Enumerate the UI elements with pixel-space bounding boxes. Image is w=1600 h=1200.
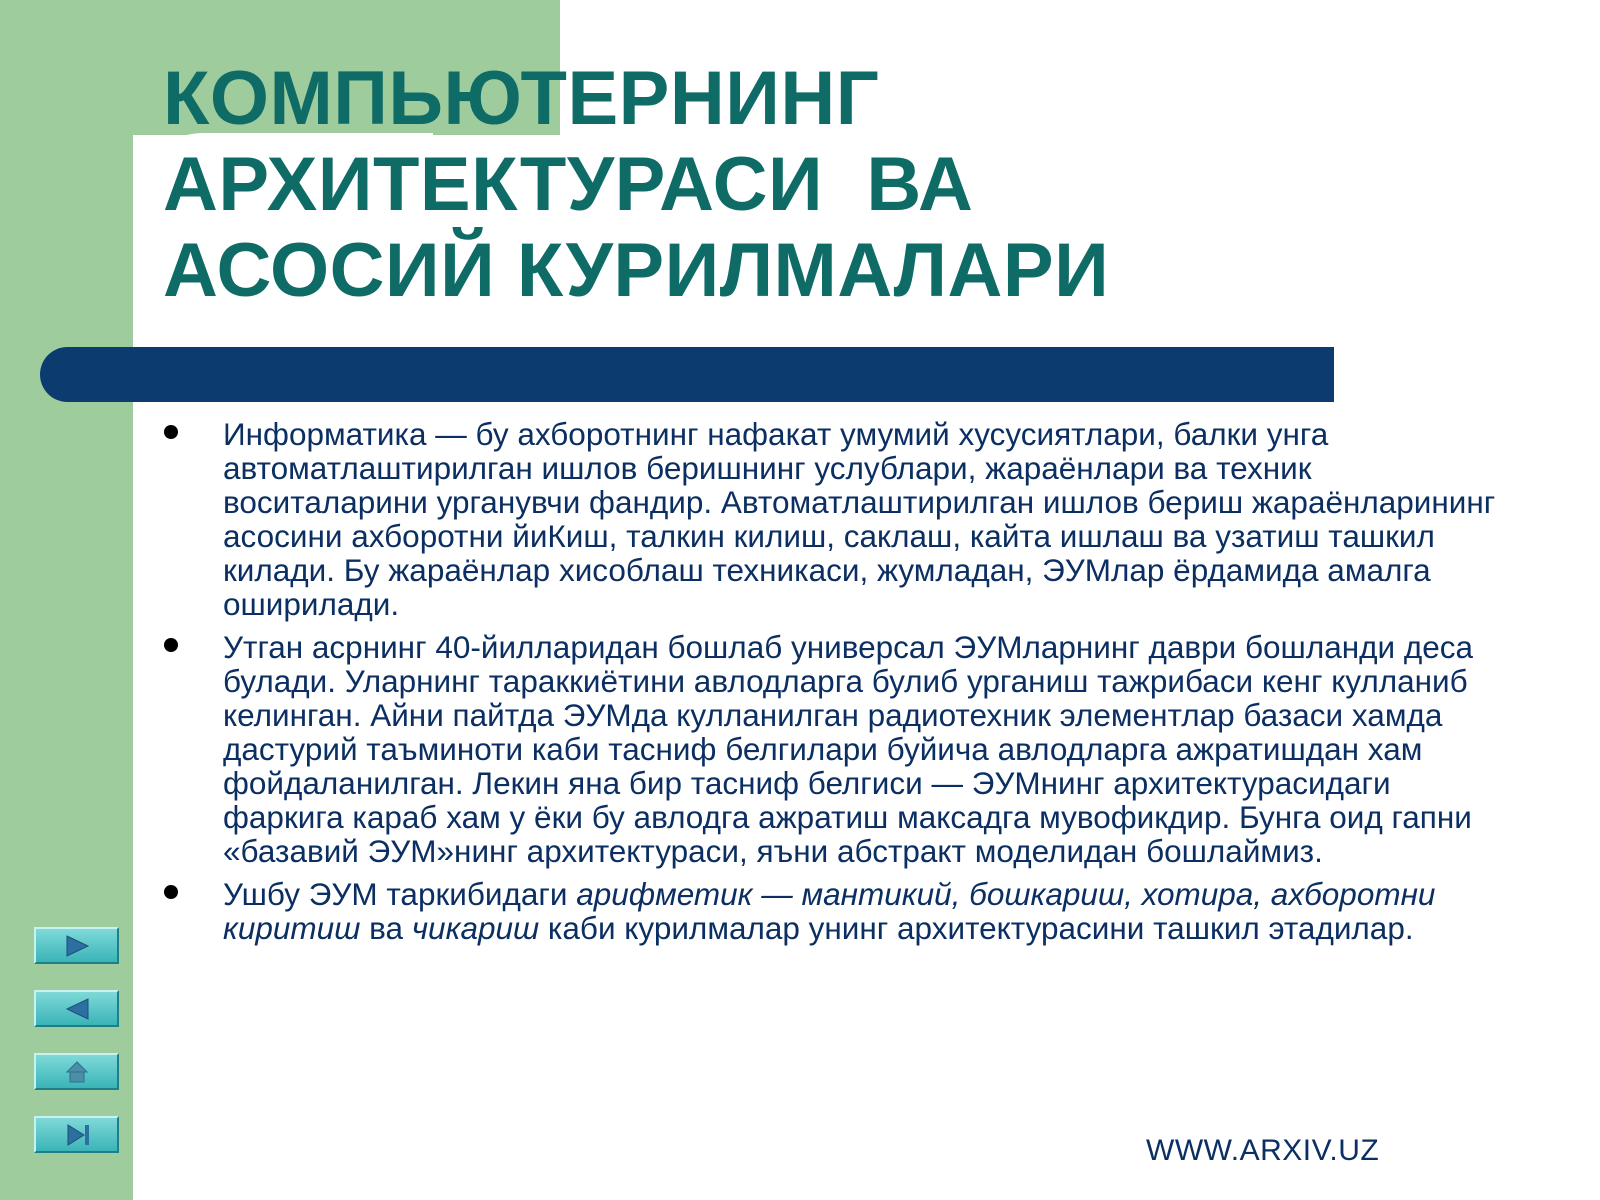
next-slide-button[interactable] <box>34 927 119 964</box>
footer-website: WWW.ARXIV.UZ <box>1146 1134 1380 1167</box>
previous-slide-button[interactable] <box>34 990 119 1027</box>
bullet-item-informatics <box>164 417 1514 621</box>
bullet-dot-icon <box>164 885 178 899</box>
bullet-dot-icon <box>164 638 178 652</box>
skip-to-end-icon <box>36 1118 117 1151</box>
home-icon <box>36 1055 117 1088</box>
bullet-text-italic-part: арифметик — мантикий, бошкариш, хотира, ахборотни киритиш <box>223 876 1436 946</box>
slide-title <box>163 56 1413 314</box>
play-right-icon <box>36 929 117 962</box>
play-left-icon <box>36 992 117 1025</box>
bullet-text: Информатика — бу ахборотнинг нафакат умумий хусусиятлари, балки унга автоматлаштирилган ишлов беришнинг услублари, жараёнлари ва техник воситаларини урганувчи фандир. Автоматлаштирилган ишлов бериш жараёнларининг асосини ахборотни йиКиш, талкин килиш, саклаш, кайта ишлаш ва узатиш ташкил килади. Бу жараёнлар хисоблаш техникаси, жумладан, ЭУМлар ёрдамида амалга оширилади. <box>223 416 1496 622</box>
bullet-text <box>223 876 1435 946</box>
bullet-item-computer-generations <box>164 630 1514 868</box>
bullet-list <box>164 417 1514 954</box>
home-button[interactable] <box>34 1053 119 1090</box>
bullet-dot-icon <box>164 425 178 439</box>
bullet-text-part: каби курилмалар унинг архитектурасини ташкил этадилар. <box>539 910 1414 946</box>
slide-title-line-3: АСОСИЙ КУРИЛМАЛАРИ <box>163 228 1110 313</box>
bullet-item-computer-devices <box>164 877 1514 945</box>
bullet-text: Утган асрнинг 40-йилларидан бошлаб универсал ЭУМларнинг даври бошланди деса булади. Уларнинг тараккиётини авлодларга булиб урганиш тажрибаси кенг кулланиб келинган. Айни пайтда ЭУМда кулланилган радиотехник элементлар базаси хамда дастурий таъминоти каби тасниф белгилари буйича авлодларга ажратишдан хам фойдаланилган. Лекин яна бир тасниф белгиси — ЭУМнинг архитектурасидаги фаркига караб хам у ёки бу авлодга ажратиш максадга мувофикдир. Бунга оид гапни «базавий ЭУМ»нинг архитектураси, яъни абстракт моделидан бошлаймиз. <box>223 629 1474 869</box>
bullet-text-part: Ушбу ЭУМ таркибидаги <box>223 876 577 912</box>
bullet-text-part: ва <box>360 910 412 946</box>
title-divider-bar <box>40 347 1334 402</box>
bullet-text-italic-part: чикариш <box>411 910 540 946</box>
last-slide-button[interactable] <box>34 1116 119 1153</box>
slide-title-line-1: КОМПЬЮТЕРНИНГ <box>163 56 880 141</box>
slide-title-line-2: АРХИТЕКТУРАСИ ВА <box>163 142 974 227</box>
